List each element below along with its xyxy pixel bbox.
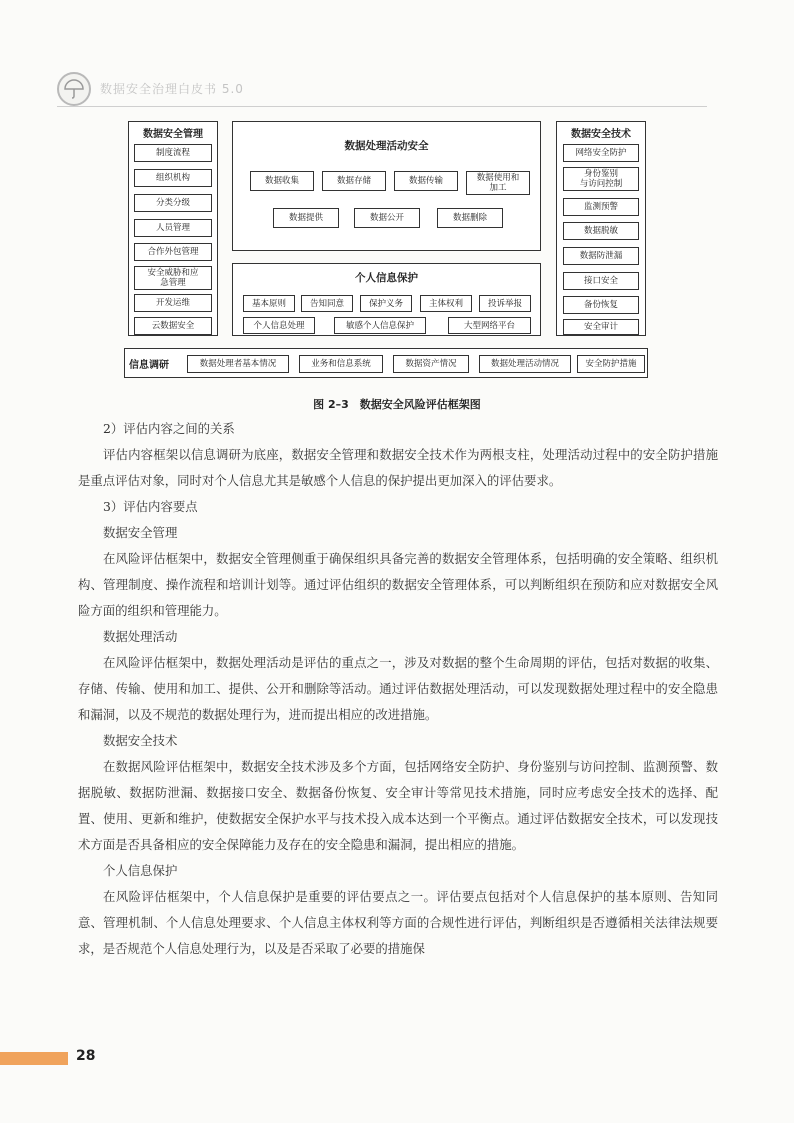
- management-item: 云数据安全: [134, 317, 212, 335]
- privacy-item: 个人信息处理: [243, 317, 315, 334]
- page-number-bar: [0, 1052, 68, 1065]
- technology-title: 数据安全技术: [571, 129, 631, 140]
- survey-bar: [124, 348, 648, 378]
- body-text: [78, 416, 718, 962]
- technology-item: 数据脱敏: [563, 222, 639, 240]
- running-header: 数据安全治理白皮书 5.0: [100, 82, 244, 96]
- processing-section: [232, 121, 541, 251]
- logo: [57, 72, 91, 106]
- figure-caption: 图 2–3 数据安全风险评估框架图: [313, 398, 481, 411]
- privacy-item: 基本原则: [243, 295, 295, 312]
- technology-item: 备份恢复: [563, 296, 639, 314]
- technology-item: 数据防泄漏: [563, 247, 639, 265]
- management-item: 人员管理: [134, 219, 212, 237]
- framework-diagram: [120, 118, 650, 383]
- management-item: 分类分级: [134, 194, 212, 212]
- survey-item: 数据处理者基本情况: [187, 355, 289, 373]
- section-heading: 3）评估内容要点: [103, 499, 198, 514]
- umbrella-icon: [63, 78, 85, 100]
- management-item: 制度流程: [134, 144, 212, 162]
- processing-item: 数据提供: [273, 208, 339, 228]
- technology-item: 接口安全: [563, 272, 639, 290]
- subheading: 数据安全管理: [103, 525, 178, 540]
- processing-item: 数据公开: [354, 208, 420, 228]
- survey-item: 数据处理活动情况: [479, 355, 571, 373]
- processing-item: 数据使用和 加工: [466, 171, 530, 195]
- management-item: 安全威胁和应 急管理: [134, 266, 212, 290]
- paragraph: 在风险评估框架中，数据安全管理侧重于确保组织具备完善的数据安全管理体系，包括明确的安全策略、组织机构、管理制度、操作流程和培训计划等。通过评估组织的数据安全管理体系，可以判断组织在预防和应对数据安全风险方面的组织和管理能力。: [78, 551, 718, 618]
- privacy-title: 个人信息保护: [355, 272, 418, 284]
- privacy-item: 大型网络平台: [448, 317, 531, 334]
- technology-item: 安全审计: [563, 319, 639, 335]
- technology-item: 监测预警: [563, 198, 639, 216]
- paragraph: 在风险评估框架中，数据处理活动是评估的重点之一，涉及对数据的整个生命周期的评估，包括对数据的收集、存储、传输、使用和加工、提供、公开和删除等活动。通过评估数据处理活动，可以发现数据处理过程中的安全隐患和漏洞，以及不规范的数据处理行为，进而提出相应的改进措施。: [78, 655, 718, 722]
- privacy-item: 投诉举报: [479, 295, 531, 312]
- management-column: [128, 121, 218, 336]
- privacy-section: [232, 263, 541, 336]
- technology-column: [556, 121, 646, 336]
- management-item: 开发运维: [134, 294, 212, 312]
- privacy-item: 保护义务: [360, 295, 412, 312]
- survey-item: 安全防护措施: [577, 355, 645, 373]
- technology-item: 网络安全防护: [563, 144, 639, 162]
- management-title: 数据安全管理: [143, 129, 203, 140]
- processing-item: 数据传输: [394, 171, 458, 191]
- processing-item: 数据删除: [437, 208, 503, 228]
- paragraph: 在风险评估框架中，个人信息保护是重要的评估要点之一。评估要点包括对个人信息保护的基本原则、告知同意、管理机制、个人信息处理要求、个人信息主体权利等方面的合规性进行评估，判断组织是否遵循相关法律法规要求，是否规范个人信息处理行为，以及是否采取了必要的措施保: [78, 889, 718, 956]
- survey-item: 业务和信息系统: [299, 355, 383, 373]
- processing-title: 数据处理活动安全: [344, 140, 429, 152]
- management-item: 合作外包管理: [134, 243, 212, 261]
- subheading: 个人信息保护: [103, 863, 178, 878]
- section-heading: 2）评估内容之间的关系: [103, 421, 235, 436]
- page-number: 28: [76, 1048, 96, 1064]
- privacy-item: 告知同意: [301, 295, 353, 312]
- technology-item: 身份鉴别 与访问控制: [563, 167, 639, 191]
- privacy-item: 主体权利: [420, 295, 472, 312]
- header-divider: [57, 106, 707, 107]
- paragraph: 评估内容框架以信息调研为底座，数据安全管理和数据安全技术作为两根支柱，处理活动过程中的安全防护措施是重点评估对象，同时对个人信息尤其是敏感个人信息的保护提出更加深入的评估要求。: [78, 447, 718, 488]
- management-item: 组织机构: [134, 169, 212, 187]
- privacy-item: 敏感个人信息保护: [334, 317, 426, 334]
- survey-item: 数据资产情况: [393, 355, 469, 373]
- paragraph: 在数据风险评估框架中，数据安全技术涉及多个方面，包括网络安全防护、身份鉴别与访问控制、监测预警、数据脱敏、数据防泄漏、数据接口安全、数据备份恢复、安全审计等常见技术措施，同时应考虑安全技术的选择、配置、使用、更新和维护，使数据安全保护水平与技术投入成本达到一个平衡点。通过评估数据安全技术，可以发现技术方面是否具备相应的安全保障能力及存在的安全隐患和漏洞，提出相应的措施。: [78, 759, 718, 852]
- processing-item: 数据收集: [250, 171, 314, 191]
- subheading: 数据安全技术: [103, 733, 178, 748]
- subheading: 数据处理活动: [103, 629, 178, 644]
- survey-title: 信息调研: [129, 360, 169, 371]
- processing-item: 数据存储: [322, 171, 386, 191]
